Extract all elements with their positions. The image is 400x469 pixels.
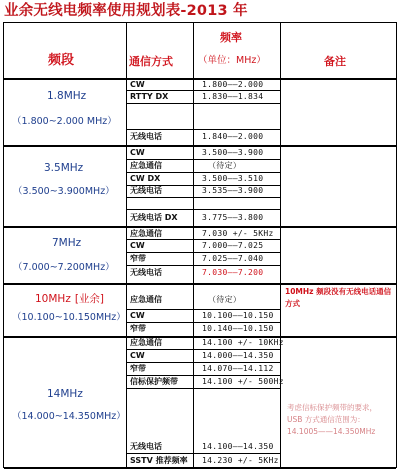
band-name: 14MHz [47, 388, 83, 400]
freq-cell: 14.100 +/- 10KHz [202, 338, 284, 347]
header-freq: 频率 [220, 31, 242, 44]
freq-cell: 3.775——3.800 [202, 213, 264, 222]
freq-cell: 7.000——7.025 [202, 241, 264, 250]
row-line [126, 172, 280, 173]
mode-cell: CW [130, 241, 145, 250]
mode-cell: 应急通信 [130, 229, 162, 238]
frequency-table [3, 22, 397, 468]
row-line [126, 90, 280, 91]
freq-cell: 3.500——3.510 [202, 174, 264, 183]
mode-cell: 应急通信 [130, 338, 162, 347]
freq-cell: 10.100——10.150 [202, 311, 274, 320]
freq-cell: 1.830——1.834 [202, 92, 264, 101]
mode-cell: CW DX [130, 174, 161, 183]
row-line [126, 197, 280, 198]
header-freq-unit: （单位：MHz） [198, 55, 266, 66]
band-divider-4 [4, 336, 396, 338]
band-divider-3 [4, 283, 396, 285]
band-range: （7.000~7.200MHz） [13, 262, 115, 273]
freq-cell: 3.500——3.900 [202, 148, 264, 157]
header-band: 频段 [48, 53, 75, 68]
freq-cell: 1.800——2.000 [202, 80, 264, 89]
band-divider-2 [4, 226, 396, 228]
row-line [126, 252, 280, 253]
band-name: 7MHz [52, 237, 82, 249]
row-line [126, 103, 280, 104]
band-range: （14.000~14.350MHz） [12, 411, 126, 422]
mode-cell: CW [130, 148, 145, 157]
freq-cell: （待定） [208, 295, 242, 304]
row-line [126, 375, 280, 376]
mode-cell: 应急通信 [130, 295, 162, 304]
mode-cell: 窄带 [130, 254, 146, 263]
page-title: 业余无线电频率使用规划表-2013 年 [4, 3, 248, 19]
freq-cell: 7.025——7.040 [202, 254, 264, 263]
band-name-tag: [业余] [74, 293, 105, 305]
note-14mhz: 考虑信标保护频带的要求，USB 方式通信范围为：14.1005——14.350MHz [287, 403, 377, 436]
row-line [126, 388, 280, 389]
freq-cell: （待定） [208, 161, 242, 170]
band-name: 3.5MHz [44, 162, 84, 174]
mode-cell: 无线电话 [130, 132, 162, 141]
freq-cell: 7.030 +/- 5KHz [202, 229, 274, 238]
row-line [126, 159, 280, 160]
row-line [126, 349, 280, 350]
mode-cell: 无线电话 [130, 442, 162, 451]
mode-cell: 应急通信 [130, 161, 162, 170]
row-line [126, 309, 280, 310]
freq-cell: 7.030——7.200 [202, 268, 264, 277]
mode-cell: 信标保护频带 [130, 377, 178, 386]
header-divider [4, 78, 396, 80]
band-name [35, 294, 104, 305]
mode-cell: 无线电话 [130, 186, 162, 195]
mode-cell: SSTV 推荐频率 [130, 456, 188, 465]
row-line [126, 129, 280, 130]
freq-cell: 14.230 +/- 5KHz [202, 456, 279, 465]
freq-cell: 14.100 +/- 500Hz [202, 377, 284, 386]
mode-cell: CW [130, 311, 145, 320]
freq-cell: 1.840——2.000 [202, 132, 264, 141]
freq-cell: 14.100——14.350 [202, 442, 274, 451]
row-line [126, 209, 280, 210]
mode-cell: RTTY DX [130, 92, 169, 101]
row-line [126, 453, 280, 454]
freq-cell: 14.000——14.350 [202, 351, 274, 360]
row-line [126, 239, 280, 240]
row-line [126, 322, 280, 323]
row-line [126, 265, 280, 266]
note-10mhz: 10MHz 频段没有无线电话通信方式 [285, 287, 392, 308]
freq-cell: 10.140——10.150 [202, 324, 274, 333]
band-range: （3.500~3.900MHz） [13, 186, 115, 197]
row-line [126, 362, 280, 363]
band-divider-1 [4, 145, 396, 147]
band-name: 1.8MHz [47, 90, 87, 102]
band-name-text: 10MHz [35, 293, 71, 305]
freq-cell: 3.535——3.900 [202, 186, 264, 195]
mode-cell: 窄带 [130, 324, 146, 333]
mode-cell: CW [130, 351, 145, 360]
band-range: （1.800~2.000 MHz） [12, 116, 117, 127]
mode-cell: 无线电话 DX [130, 213, 178, 222]
freq-cell: 14.070——14.112 [202, 364, 274, 373]
mode-cell: CW [130, 80, 145, 89]
band-range: （10.100~10.150MHz） [12, 312, 126, 323]
header-note: 备注 [324, 55, 346, 68]
col-divider-freq [280, 23, 281, 469]
mode-cell: 无线电话 [130, 268, 162, 277]
mode-cell: 窄带 [130, 364, 146, 373]
header-mode: 通信方式 [129, 55, 173, 68]
